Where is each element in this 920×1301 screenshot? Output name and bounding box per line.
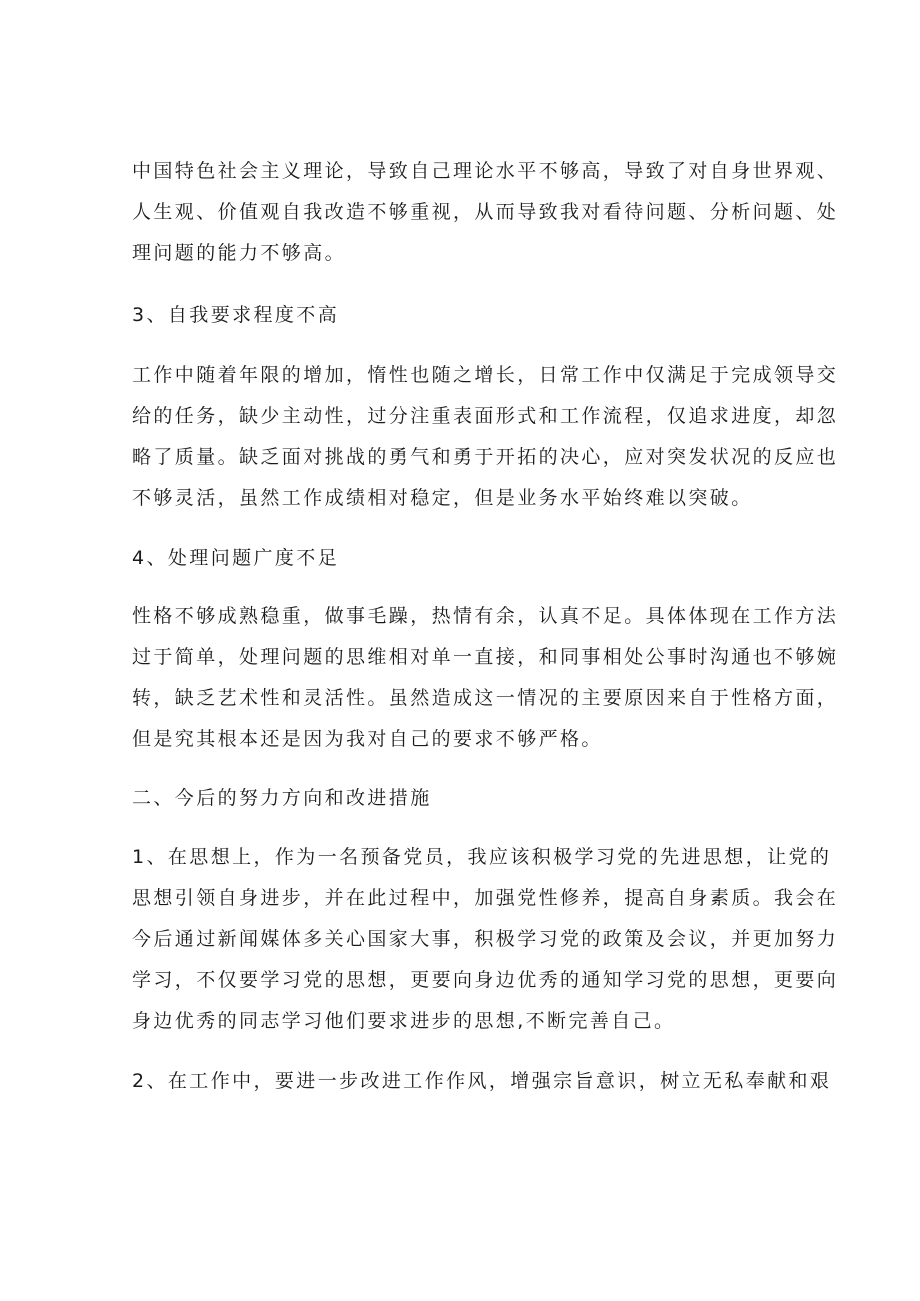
text-line: 但是究其根本还是因为我对自己的要求不够严格。 <box>132 728 603 750</box>
text-line: 给的任务，缺少主动性，过分注重表面形式和工作流程，仅追求进度，却忽 <box>132 405 839 427</box>
text-line: 思想引领自身进步，并在此过程中，加强党性修养，提高自身素质。我会在 <box>132 887 839 909</box>
text-line: 学习，不仅要学习党的思想，更要向身边优秀的通知学习党的思想，更要向 <box>132 969 839 991</box>
text-line: 转，缺乏艺术性和灵活性。虽然造成这一情况的主要原因来自于性格方面， <box>132 687 839 709</box>
text-line: 理问题的能力不够高。 <box>132 242 347 264</box>
paragraph-self-requirement <box>132 355 839 519</box>
text-line: 中国特色社会主义理论，导致自己理论水平不够高，导致了对自身世界观、 <box>132 160 839 182</box>
section-heading-3: 3、自我要求程度不高 <box>132 304 340 326</box>
paragraph-work <box>132 1061 832 1102</box>
text-line: 不够灵活，虽然工作成绩相对稳定，但是业务水平始终难以突破。 <box>132 487 753 509</box>
text-line: 工作中随着年限的增加，惰性也随之增长，日常工作中仅满足于完成领导交 <box>132 364 839 386</box>
text-line: 人生观、价值观自我改造不够重视，从而导致我对看待问题、分析问题、处 <box>132 201 839 223</box>
text-line: 今后通过新闻媒体多关心国家大事，积极学习党的政策及会议，并更加努力 <box>132 928 839 950</box>
paragraph-theory <box>132 151 839 274</box>
text-line: 2、在工作中，要进一步改进工作作风，增强宗旨意识，树立无私奉献和艰 <box>132 1070 832 1092</box>
paragraph-thought <box>132 837 839 1042</box>
section-heading-4: 4、处理问题广度不足 <box>132 547 340 569</box>
paragraph-problem-handling <box>132 596 839 760</box>
text-line: 1、在思想上，作为一名预备党员，我应该积极学习党的先进思想，让党的 <box>132 846 832 868</box>
text-line: 身边优秀的同志学习他们要求进步的思想,不断完善自己。 <box>132 1010 676 1032</box>
section-heading-future: 二、今后的努力方向和改进措施 <box>132 787 432 809</box>
text-line: 过于简单，处理问题的思维相对单一直接，和同事相处公事时沟通也不够婉 <box>132 646 839 668</box>
text-line: 略了质量。缺乏面对挑战的勇气和勇于开拓的决心，应对突发状况的反应也 <box>132 446 839 468</box>
text-line: 性格不够成熟稳重，做事毛躁，热情有余，认真不足。具体体现在工作方法 <box>132 605 839 627</box>
